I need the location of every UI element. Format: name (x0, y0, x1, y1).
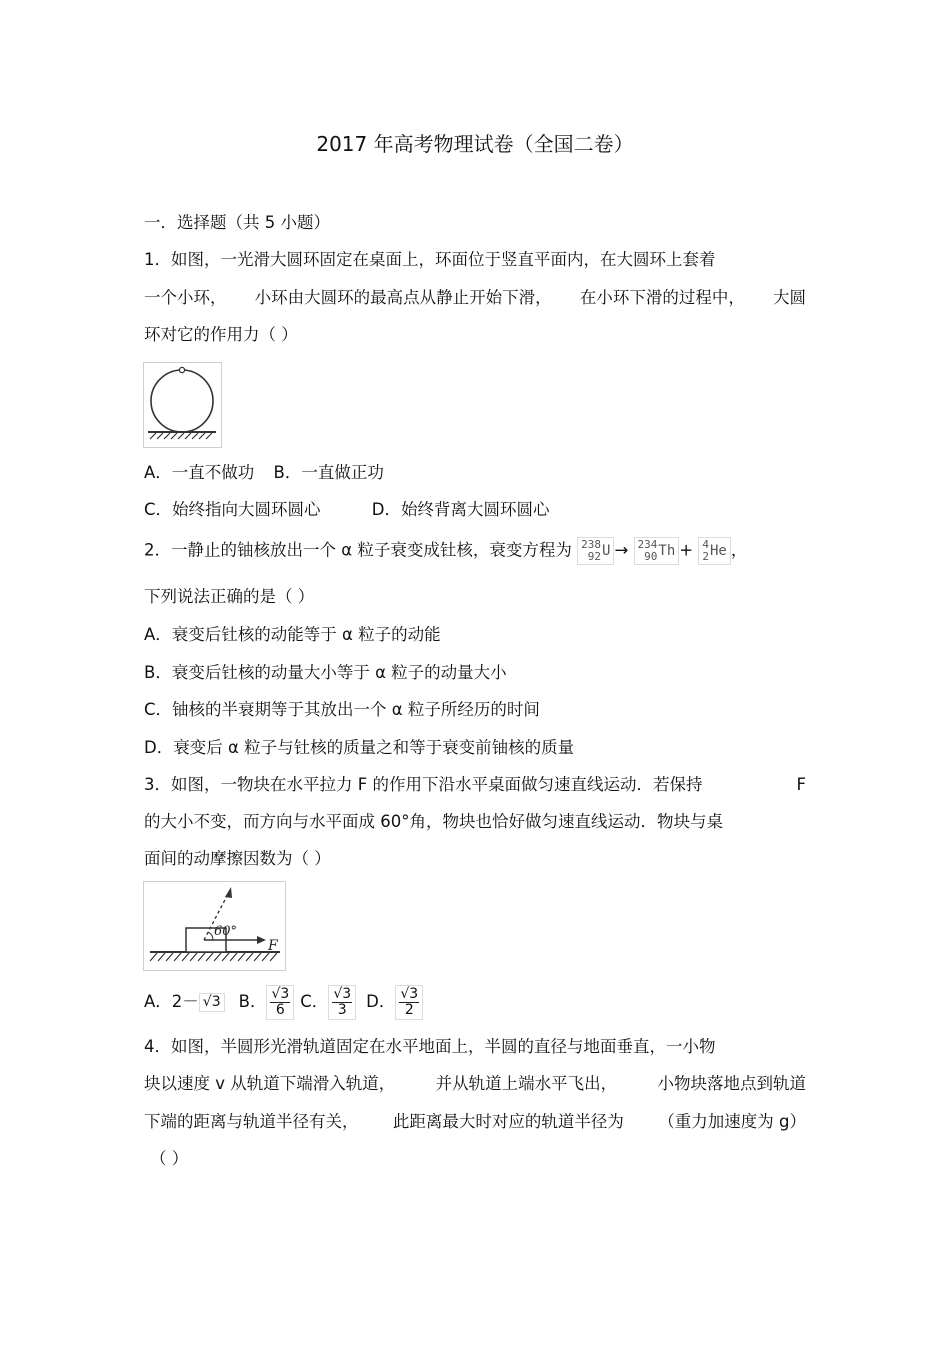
q2-stem-line2: 下列说法正确的是（ ） (144, 587, 315, 606)
sqrt-three (199, 993, 225, 1012)
option-d-label: D． (366, 991, 396, 1011)
q4-stem-part: 小物块落地点到轨道 (657, 1074, 806, 1093)
q1-option-b[interactable]: B．一直做正功 (273, 463, 384, 482)
q3-stem-part: F (796, 775, 806, 794)
q4-stem-part: 块以速度 v 从轨道下端滑入轨道， (144, 1074, 396, 1093)
sqrt-text: √3 (202, 994, 221, 1010)
q3-stem-line3: 面间的动摩擦因数为（ ） (144, 849, 331, 868)
q4-stem-line3 (144, 1111, 806, 1133)
th-z: 90 (644, 550, 658, 563)
q1-options-cd (144, 499, 550, 521)
q1-stem-line2 (144, 287, 806, 309)
q4-stem-line2 (144, 1073, 806, 1095)
q3-option-c[interactable] (300, 985, 356, 1020)
q2-option-d[interactable]: D．衰变后 α 粒子与钍核的质量之和等于衰变前铀核的质量 (144, 738, 575, 757)
q3-stem-part: 3．如图，一物块在水平拉力 F 的作用下沿水平桌面做匀速直线运动．若保持 (144, 775, 703, 794)
q3-block-figure (143, 881, 286, 971)
force-arrowhead (257, 936, 266, 944)
numerator: √3 (333, 985, 352, 1002)
q3-options (144, 979, 423, 1025)
fraction-b (266, 985, 294, 1020)
denominator: 6 (275, 1001, 285, 1018)
q1-option-c[interactable]: C．始终指向大圆环圆心 (144, 500, 321, 519)
q2-stem-text: 2．一静止的铀核放出一个 α 粒子衰变成钍核，衰变方程为 (144, 540, 572, 560)
q1-ring-figure (143, 362, 222, 448)
thorium-nuclide (634, 537, 680, 565)
he-mass: 4 (702, 538, 709, 551)
q3-stem-line1 (144, 774, 806, 796)
q1-stem-part: 一个小环， (144, 288, 227, 307)
q1-options-ab (144, 462, 384, 484)
q2-option-c[interactable]: C．铀核的半衰期等于其放出一个 α 粒子所经历的时间 (144, 700, 540, 719)
q4-stem-part: 此距离最大时对应的轨道半径为 (392, 1112, 624, 1131)
q1-stem-part: 小环由大圆环的最高点从静止开始下滑， (254, 288, 552, 307)
option-a-label: A． (144, 992, 172, 1011)
page-title: 2017 年高考物理试卷（全国二卷） (316, 132, 634, 156)
fraction-d (395, 985, 423, 1020)
numerator: √3 (400, 985, 419, 1002)
ring-diagram (144, 363, 221, 447)
th-mass: 234 (637, 538, 658, 551)
q3-stem-line2: 的大小不变，而方向与水平面成 60°角，物块也恰好做匀速直线运动．物块与桌 (144, 812, 723, 831)
q1-stem-part: 大圆 (772, 288, 806, 307)
fraction-c (328, 985, 356, 1020)
table-hatching (150, 953, 277, 961)
option-c-label: C． (300, 991, 329, 1011)
q1-stem-line1: 1．如图，一光滑大圆环固定在桌面上，环面位于竖直平面内，在大圆环上套着 (144, 250, 716, 269)
he-z: 2 (702, 550, 709, 563)
q1-stem-part: 在小环下滑的过程中， (579, 288, 745, 307)
numerator: √3 (271, 985, 290, 1002)
u-mass: 238 (581, 538, 601, 551)
q4-stem-part: 下端的距离与轨道半径有关， (144, 1112, 359, 1131)
large-ring (151, 370, 213, 432)
q1-option-a[interactable]: A．一直不做功 (144, 463, 255, 482)
helium-nuclide (698, 537, 730, 565)
arrow: → (614, 540, 629, 560)
uranium-nuclide (577, 537, 614, 565)
angle-label: 60° (214, 924, 238, 939)
q2-option-a[interactable]: A．衰变后钍核的动能等于 α 粒子的动能 (144, 625, 441, 644)
th-symbol: Th (658, 543, 676, 559)
denominator: 3 (337, 1001, 347, 1018)
table-hatching (150, 433, 212, 439)
small-ring (179, 367, 184, 372)
u-z: 92 (587, 550, 601, 563)
q4-stem-part: 并从轨道上端水平飞出， (435, 1074, 618, 1093)
block-diagram (144, 882, 285, 970)
section-heading: 一．选择题（共 5 小题） (144, 213, 330, 232)
q3-option-b[interactable] (239, 985, 295, 1020)
q4-stem-part: （重力加速度为 g） (658, 1112, 806, 1131)
he-symbol: He (709, 543, 727, 559)
q1-stem-line3: 环对它的作用力（ ） (144, 325, 298, 344)
q1-option-d[interactable]: D．始终背离大圆环圆心 (371, 500, 550, 519)
plus-sign: + (679, 540, 694, 560)
q2-stem-line1 (144, 537, 747, 565)
u-symbol: U (602, 543, 611, 559)
inclined-arrowhead (225, 887, 232, 898)
option-b-label: B． (238, 991, 267, 1011)
comma: ， (730, 540, 748, 560)
q4-answer-blank: （ ） (150, 1149, 189, 1168)
q3-option-d[interactable] (366, 985, 423, 1020)
q4-stem-line1: 4．如图，半圆形光滑轨道固定在水平地面上，半圆的直径与地面垂直，一小物 (144, 1037, 716, 1056)
denominator: 2 (404, 1001, 414, 1018)
option-a-value: 2－ (171, 992, 199, 1011)
force-label: F (268, 938, 278, 954)
q2-option-b[interactable]: B．衰变后钍核的动量大小等于 α 粒子的动量大小 (144, 663, 507, 682)
q3-option-a[interactable] (144, 991, 225, 1013)
